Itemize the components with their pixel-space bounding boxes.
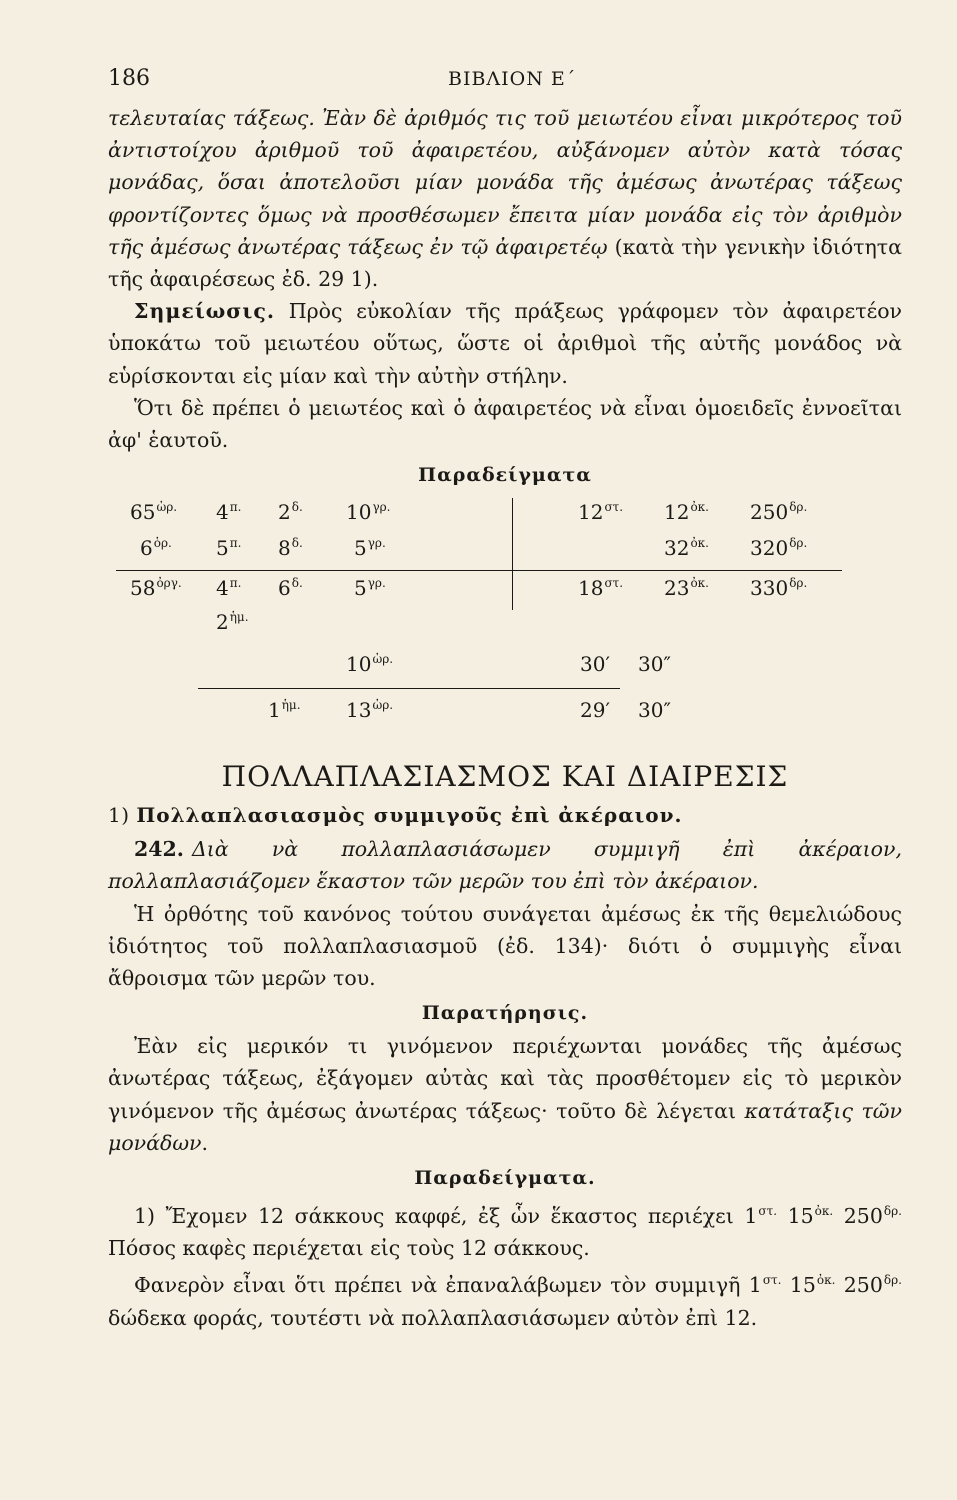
example-left-r2c2: $5^{\pi.}$	[216, 536, 242, 561]
note-text-2: Ὅτι δὲ πρέπει ὁ μειωτέος καὶ ὁ ἀφαιρετέος νὰ εἶναι ὁμοειδεῖς ἐννοεῖται ἀφ' ἑαυτοῦ.	[108, 395, 902, 453]
note-text: Πρὸς εὐκολίαν τῆς πράξεως γράφομεν τὸν ἀφαιρετέον ὑποκάτω τοῦ μειωτέου οὕτως, ὥστε οἱ ἀριθμοὶ τῆς αὐτῆς μονάδος νὰ εὑρίσκονται εἰς μίαν καὶ τὴν αὐτὴν στήλην.	[108, 299, 902, 388]
note-paragraph-2	[108, 392, 902, 456]
example1-sol-text-c: 250	[835, 1273, 883, 1298]
example-right-r3c1: $18^{\sigma\tau.}$	[578, 576, 624, 601]
example-left-r3c3: $6^{\delta.}$	[278, 576, 303, 601]
example-right-r5c1: 29′	[580, 698, 610, 723]
remark-end: .	[201, 1130, 209, 1155]
example-right-r2c2: $32^{ὀ\kappa.}$	[664, 536, 709, 561]
example1-text-a: 1) Ἔχομεν 12 σάκκους καφφέ, ἐξ ὧν ἕκαστος περιέχει 1	[134, 1204, 758, 1229]
running-head	[108, 62, 902, 102]
paragraph-subtraction-rule	[108, 102, 902, 295]
rule-text: Διὰ νὰ πολλαπλασιάσωμεν συμμιγῆ ἐπὶ ἀκέραιον, πολλαπλασιάζομεν ἕκαστον τῶν μερῶν του ἐπὶ τὸν ἀκέραιον.	[108, 837, 902, 894]
example-left-r1c3: $2^{\delta.}$	[278, 500, 303, 525]
rule-number: 242.	[134, 837, 184, 862]
examples-divider	[512, 498, 513, 610]
page-number: 186	[108, 66, 150, 91]
example-left-r5a: $1^{ἡ\mu.}$	[268, 698, 301, 723]
remark-term: κατάταξις τῶν μονάδων	[108, 1098, 902, 1155]
example-left-r5b: $13^{ὡ\rho.}$	[346, 698, 394, 723]
example-left-r2c4: $5^{\gamma\rho.}$	[354, 536, 386, 561]
proof-paragraph: Ἡ ὀρθότης τοῦ κανόνος τούτου συνάγεται ἀμέσως ἐκ τῆς θεμελιώδους ἰδιότητος τοῦ πολλαπλασιασμοῦ (ἐδ. 134)· διότι ὁ συμμιγὴς εἶναι ἄθροισμα τῶν μερῶν του.	[108, 901, 902, 991]
example1-unit-1: στ.	[758, 1204, 778, 1219]
example1-unit-2: ὀκ.	[814, 1204, 834, 1219]
examples2-heading: Παραδείγματα.	[414, 1167, 596, 1190]
example-right-r4c1: 30′	[580, 652, 610, 677]
example1-text-b: 15	[777, 1204, 814, 1229]
example1-text-c: 250	[833, 1204, 883, 1229]
examples-heading: Παραδείγματα	[418, 464, 592, 487]
subtraction-examples	[108, 492, 902, 754]
example-left-rule-2	[198, 688, 620, 689]
example-left-r2c3: $8^{\delta.}$	[278, 536, 303, 561]
example-right-r1c2: $12^{ὀ\kappa.}$	[664, 500, 709, 525]
example-left-r1c2: $4^{\pi.}$	[216, 500, 242, 525]
subsection-title: Πολλαπλασιασμὸς συμμιγοῦς ἐπὶ ἀκέραιον.	[136, 803, 683, 828]
book-title: ΒΙΒΛΙΟΝ Ε΄	[448, 68, 577, 90]
rule-paragraph	[108, 833, 902, 897]
example-left-r1c1: $65^{ὡ\rho.}$	[130, 500, 178, 525]
section-title: ΠΟΛΛΑΠΛΑΣΙΑΣΜΟΣ ΚΑΙ ΔΙΑΙΡΕΣΙΣ	[221, 760, 789, 794]
example1-sol-text-a: Φανερὸν εἶναι ὅτι πρέπει νὰ ἐπαναλάβωμεν τὸν συμμιγῆ 1	[134, 1273, 762, 1298]
note-paragraph	[108, 295, 902, 392]
example1-sol-text-b: 15	[781, 1273, 816, 1298]
example-right-rule-1	[512, 570, 842, 571]
example-left-r4: $10^{ὡ\rho.}$	[346, 652, 394, 677]
example1-unit-3: δρ.	[883, 1204, 902, 1219]
example1-paragraph	[108, 1195, 902, 1264]
example-right-r1c3: $250^{\delta\rho.}$	[750, 500, 808, 525]
example-left-r1c4: $10^{\gamma\rho.}$	[346, 500, 391, 525]
book-page	[108, 62, 902, 1334]
example-left-r2c1: $6^{ὁ\rho.}$	[140, 536, 172, 561]
example-right-r3c2: $23^{ὀ\kappa.}$	[664, 576, 709, 601]
subsection-number: 1)	[108, 803, 130, 828]
example1-sol-text-d: δώδεκα φοράς, τουτέστι νὰ πολλαπλασιάσωμεν αὐτὸν ἐπὶ 12.	[108, 1305, 758, 1330]
example1-text-d: Πόσος καφὲς περιέχεται εἰς τοὺς 12 σάκκους.	[108, 1236, 590, 1261]
remark-text: Ἐὰν εἰς μερικόν τι γινόμενον περιέχωνται μονάδες τῆς ἀμέσως ἀνωτέρας τάξεως, ἐξάγομεν αὐτὰς καὶ τὰς προσθέτομεν εἰς τὸ μερικὸν γινόμενον τῆς ἀμέσως ἀνωτέρας τάξεως· τοῦτο δὲ λέγεται	[108, 1034, 902, 1123]
remark-heading: Παρατήρησις.	[421, 1002, 589, 1025]
example-left-r3c1: $58^{ὀ\rho\gamma.}$	[130, 576, 182, 601]
example-left-r3b: $2^{ἡ\mu.}$	[216, 610, 249, 635]
paragraph1-upright: (κατὰ τὴν γενικὴν ἰδιότητα τῆς ἀφαιρέσεως ἐδ. 29 1).	[108, 234, 902, 292]
example-left-r3c4: $5^{\gamma\rho.}$	[354, 576, 386, 601]
example-right-r4c2: 30″	[638, 652, 671, 677]
example-right-r2c3: $320^{\delta\rho.}$	[750, 536, 808, 561]
example1-sol-unit-2: ὀκ.	[816, 1273, 836, 1288]
example1-sol-unit-1: στ.	[762, 1273, 782, 1288]
example-left-r3c2: $4^{\pi.}$	[216, 576, 242, 601]
example1-solution	[108, 1264, 902, 1333]
subsection-heading	[108, 803, 902, 827]
example1-sol-unit-3: δρ.	[883, 1273, 902, 1288]
example-right-r1c1: $12^{\sigma\tau.}$	[578, 500, 624, 525]
note-label: Σημείωσις.	[134, 299, 275, 324]
paragraph1-italic: τελευταίας τάξεως. Ἐὰν δὲ ἀριθμός τις τοῦ μειωτέου εἶναι μικρότερος τοῦ ἀντιστοίχου ἀριθμοῦ τοῦ ἀφαιρετέου, αὐξάνομεν αὐτὸν κατὰ τόσας μονάδας, ὅσαι ἀποτελοῦσι μίαν μονάδα τῆς ἀμέσως ἀνωτέρας τάξεως φροντίζοντες ὅμως νὰ προσθέσωμεν ἔπειτα μίαν μονάδα εἰς τὸν ἀριθμὸν τῆς ἀμέσως ἀνωτέρας τάξεως ἐν τῷ ἀφαιρετέῳ	[108, 106, 902, 259]
remark-paragraph	[108, 1030, 902, 1159]
example-right-r5c2: 30″	[638, 698, 671, 723]
example-right-r3c3: $330^{\delta\rho.}$	[750, 576, 808, 601]
